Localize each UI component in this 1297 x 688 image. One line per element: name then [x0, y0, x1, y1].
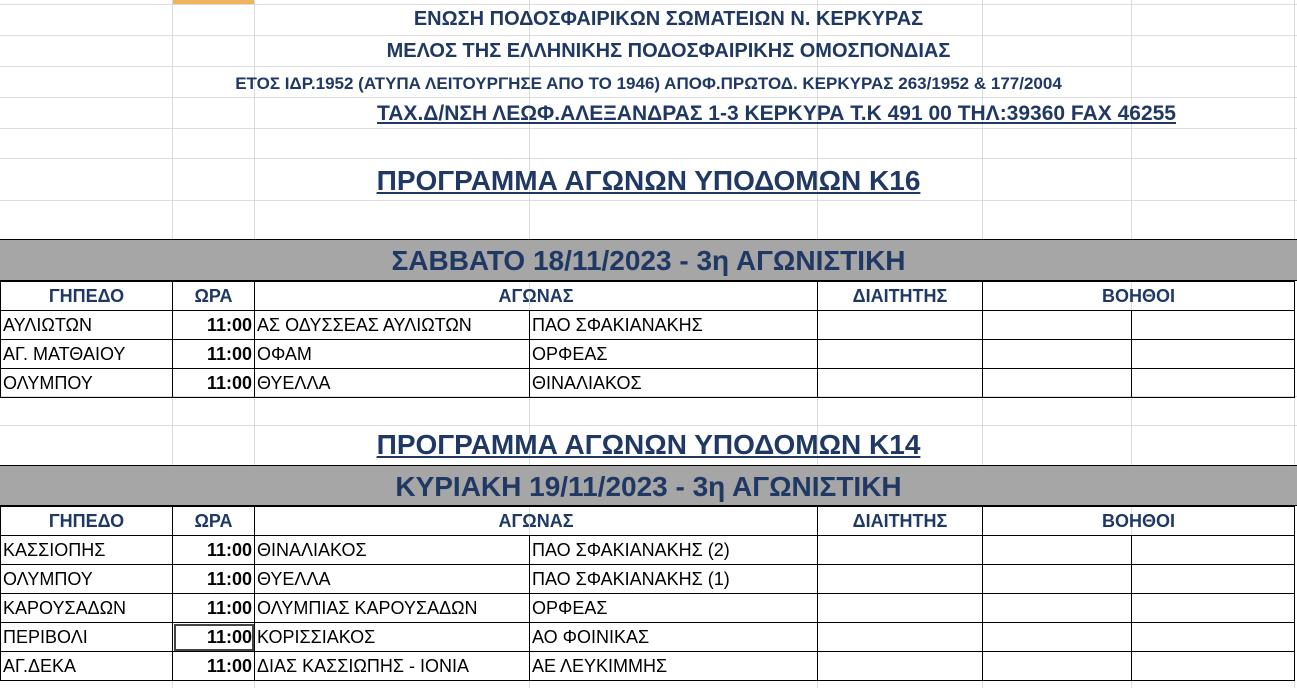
field-cell[interactable]: ΟΛΥΜΠΟΥ	[1, 565, 173, 594]
away-team-cell[interactable]: ΑΟ ΦΟΙΝΙΚΑΣ	[530, 623, 818, 652]
assistant-cell[interactable]	[983, 369, 1132, 398]
away-team-cell[interactable]: ΠΑΟ ΣΦΑΚΙΑΝΑΚΗΣ (2)	[530, 536, 818, 565]
time-cell[interactable]: 11:00	[173, 311, 255, 340]
away-team-cell[interactable]: ΟΡΦΕΑΣ	[530, 340, 818, 369]
table-header-row	[1, 507, 1295, 536]
assistant-cell[interactable]	[1132, 536, 1295, 565]
field-cell[interactable]: ΑΓ. ΜΑΤΘΑΙΟΥ	[1, 340, 173, 369]
home-team-cell[interactable]: ΟΛΥΜΠΙΑΣ ΚΑΡΟΥΣΑΔΩΝ	[255, 594, 530, 623]
field-cell[interactable]: ΑΥΛΙΩΤΩΝ	[1, 311, 173, 340]
header-referee[interactable]: ΔΙΑΙΤΗΤΗΣ	[818, 507, 983, 536]
table-row	[1, 536, 1295, 565]
time-cell[interactable]: 11:00	[173, 369, 255, 398]
assistant-cell[interactable]	[983, 594, 1132, 623]
home-team-cell[interactable]: ΔΙΑΣ ΚΑΣΣΙΩΠΗΣ - ΙΟΝΙΑ	[255, 652, 530, 681]
header-field[interactable]: ΓΗΠΕΔΟ	[1, 282, 173, 311]
assistant-cell[interactable]	[983, 536, 1132, 565]
header-time[interactable]: ΩΡΑ	[173, 282, 255, 311]
k14-day-band: ΚΥΡΙΑΚΗ 19/11/2023 - 3η ΑΓΩΝΙΣΤΙΚΗ	[0, 465, 1297, 506]
k14-schedule-table	[0, 506, 1295, 681]
assistant-cell[interactable]	[983, 565, 1132, 594]
home-team-cell[interactable]: ΘΥΕΛΛΑ	[255, 369, 530, 398]
assistant-cell[interactable]	[983, 340, 1132, 369]
k16-day-band: ΣΑΒΒΑΤΟ 18/11/2023 - 3η ΑΓΩΝΙΣΤΙΚΗ	[0, 239, 1297, 281]
k14-title: ΠΡΟΓΡΑΜΜΑ ΑΓΩΝΩΝ ΥΠΟΔΟΜΩΝ Κ14	[376, 429, 921, 460]
table-header-row	[1, 282, 1295, 311]
away-team-cell[interactable]: ΑΕ ΛΕΥΚΙΜΜΗΣ	[530, 652, 818, 681]
referee-cell[interactable]	[818, 565, 983, 594]
header-assistants[interactable]: ΒΟΗΘΟΙ	[983, 282, 1295, 311]
header-time[interactable]: ΩΡΑ	[173, 507, 255, 536]
referee-cell[interactable]	[818, 311, 983, 340]
away-team-cell[interactable]: ΠΑΟ ΣΦΑΚΙΑΝΑΚΗΣ (1)	[530, 565, 818, 594]
field-cell[interactable]: ΚΑΡΟΥΣΑΔΩΝ	[1, 594, 173, 623]
field-cell[interactable]: ΟΛΥΜΠΟΥ	[1, 369, 173, 398]
membership-line: ΜΕΛΟΣ ΤΗΣ ΕΛΛΗΝΙΚΗΣ ΠΟΔΟΣΦΑΙΡΙΚΗΣ ΟΜΟΣΠΟΝΔΙΑΣ	[386, 40, 951, 62]
assistant-cell[interactable]	[1132, 565, 1295, 594]
selected-column-indicator	[173, 0, 254, 4]
field-cell[interactable]: ΑΓ.ΔΕΚΑ	[1, 652, 173, 681]
table-row	[1, 311, 1295, 340]
table-row	[1, 369, 1295, 398]
table-row	[1, 594, 1295, 623]
founding-info: ΕΤΟΣ ΙΔΡ.1952 (ΑΤΥΠΑ ΛΕΙΤΟΥΡΓΗΣΕ ΑΠΟ ΤΟ 1946) ΑΠΟΦ.ΠΡΩΤΟΔ. ΚΕΡΚΥΡΑΣ 263/1952 & 177/2004	[235, 74, 1062, 93]
time-cell[interactable]: 11:00	[173, 652, 255, 681]
field-cell[interactable]: ΚΑΣΣΙΟΠΗΣ	[1, 536, 173, 565]
time-cell[interactable]: 11:00	[173, 536, 255, 565]
assistant-cell[interactable]	[1132, 369, 1295, 398]
away-team-cell[interactable]: ΘΙΝΑΛΙΑΚΟΣ	[530, 369, 818, 398]
assistant-cell[interactable]	[1132, 594, 1295, 623]
home-team-cell[interactable]: ΑΣ ΟΔΥΣΣΕΑΣ ΑΥΛΙΩΤΩΝ	[255, 311, 530, 340]
time-cell-selected[interactable]: 11:00	[173, 623, 255, 652]
time-cell[interactable]: 11:00	[173, 565, 255, 594]
assistant-cell[interactable]	[1132, 311, 1295, 340]
header-match[interactable]: ΑΓΩΝΑΣ	[255, 282, 818, 311]
referee-cell[interactable]	[818, 340, 983, 369]
referee-cell[interactable]	[818, 623, 983, 652]
table-row	[1, 340, 1295, 369]
assistant-cell[interactable]	[983, 652, 1132, 681]
k16-schedule-table	[0, 281, 1295, 398]
home-team-cell[interactable]: ΘΥΕΛΛΑ	[255, 565, 530, 594]
table-row	[1, 623, 1295, 652]
header-field[interactable]: ΓΗΠΕΔΟ	[1, 507, 173, 536]
away-team-cell[interactable]: ΠΑΟ ΣΦΑΚΙΑΝΑΚΗΣ	[530, 311, 818, 340]
header-assistants[interactable]: ΒΟΗΘΟΙ	[983, 507, 1295, 536]
away-team-cell[interactable]: ΟΡΦΕΑΣ	[530, 594, 818, 623]
assistant-cell[interactable]	[1132, 340, 1295, 369]
field-cell[interactable]: ΠΕΡΙΒΟΛΙ	[1, 623, 173, 652]
home-team-cell[interactable]: ΟΦΑΜ	[255, 340, 530, 369]
k16-title: ΠΡΟΓΡΑΜΜΑ ΑΓΩΝΩΝ ΥΠΟΔΟΜΩΝ Κ16	[376, 165, 921, 196]
home-team-cell[interactable]: ΘΙΝΑΛΙΑΚΟΣ	[255, 536, 530, 565]
time-cell[interactable]: 11:00	[173, 594, 255, 623]
assistant-cell[interactable]	[983, 623, 1132, 652]
assistant-cell[interactable]	[1132, 623, 1295, 652]
time-cell[interactable]: 11:00	[173, 340, 255, 369]
association-name: ΕΝΩΣΗ ΠΟΔΟΣΦΑΙΡΙΚΩΝ ΣΩΜΑΤΕΙΩΝ Ν. ΚΕΡΚΥΡΑΣ	[413, 8, 924, 30]
table-row	[1, 565, 1295, 594]
header-match[interactable]: ΑΓΩΝΑΣ	[255, 507, 818, 536]
referee-cell[interactable]	[818, 536, 983, 565]
assistant-cell[interactable]	[1132, 652, 1295, 681]
referee-cell[interactable]	[818, 652, 983, 681]
header-referee[interactable]: ΔΙΑΙΤΗΤΗΣ	[818, 282, 983, 311]
home-team-cell[interactable]: ΚΟΡΙΣΣΙΑΚΟΣ	[255, 623, 530, 652]
referee-cell[interactable]	[818, 594, 983, 623]
referee-cell[interactable]	[818, 369, 983, 398]
table-row	[1, 652, 1295, 681]
address-line: ΤΑΧ.Δ/ΝΣΗ ΛΕΩΦ.ΑΛΕΞΑΝΔΡΑΣ 1-3 ΚΕΡΚΥΡΑ Τ.Κ 491 00 ΤΗΛ:39360 FAX 46255	[377, 102, 1176, 125]
assistant-cell[interactable]	[983, 311, 1132, 340]
